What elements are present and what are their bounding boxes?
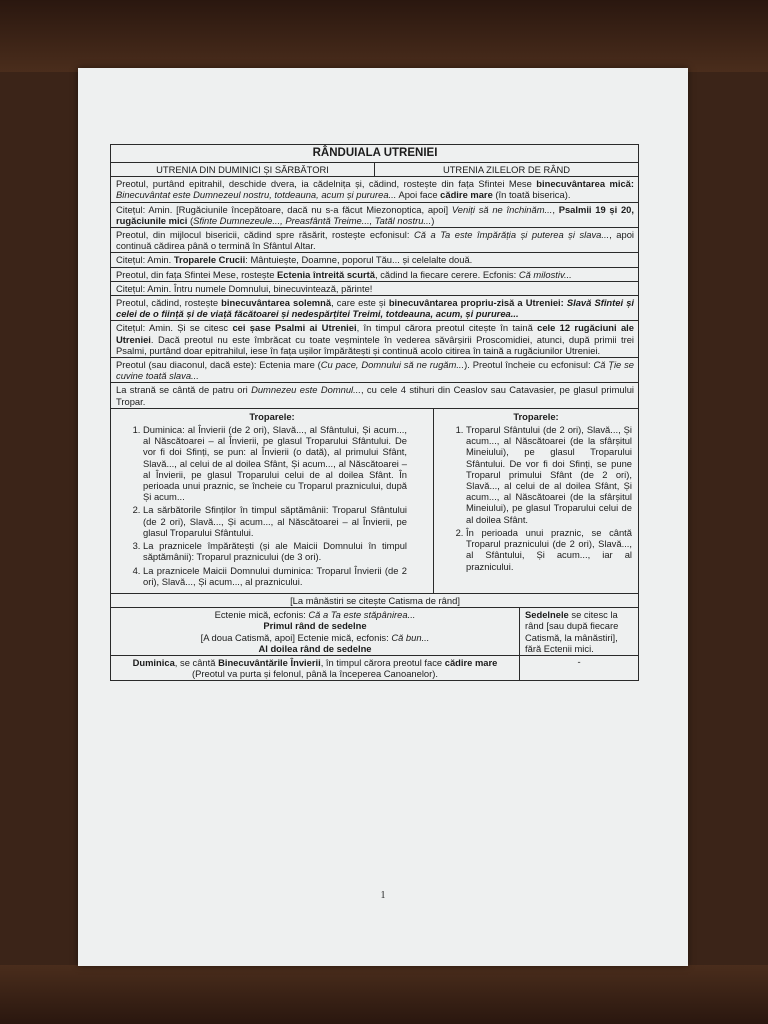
text: , se cântă xyxy=(174,656,219,668)
sedelne-sundays xyxy=(111,608,520,655)
text: Ectenie mică, ecfonis: xyxy=(214,609,309,621)
column-headers xyxy=(111,163,638,177)
text: Citețul: Amin. Întru numele Domnului, binecuvintează, părinte! xyxy=(116,282,373,294)
row-small-blessing xyxy=(111,177,638,202)
resurrection-blessings-section xyxy=(111,656,638,680)
row-six-psalms xyxy=(111,321,638,358)
text: , xyxy=(552,203,559,215)
text: . Dacă preotul nu este îmbrăcat cu toate veșmintele în vederea săvârșirii Proscomidiei, atunci, după primii trei Psalmi, purtând doar epitrahilul, iese în fața ușilor împărătești și continuă acolo citirea în taină a rugăciunilor Utreniei. xyxy=(116,333,634,356)
list-item: 1. Duminica: al Învierii (de 2 ori), Slavă..., al Sfântului, Și acum..., al Născătoarei – al Învierii, pe glasul Troparului Sfântului. De vor fi doi Sfinți, se pun: al Învierii (o dată), al primului Sfânt, Slavă..., al celui de al doilea Sfânt, Și acum..., al Născătoarei – al Învierii, pe glasul Troparului celui de al doilea Sfânt. În perioada unui praznic, se încheie cu Troparul praznicului, după Și acum... xyxy=(143,424,427,502)
row-god-is-lord xyxy=(111,383,638,408)
bold-text: Duminica xyxy=(132,656,175,668)
row-bless-father xyxy=(111,282,638,296)
bold-text: Binecuvântările Învierii xyxy=(218,656,321,668)
row-ecphonesis xyxy=(111,228,638,253)
bold-text: cădire mare xyxy=(444,656,498,668)
sedelne-line xyxy=(115,609,515,620)
text: , în timpul cărora preotul citește în taină xyxy=(356,322,538,334)
text: Apoi face xyxy=(396,189,441,201)
paper-sheet xyxy=(78,68,688,966)
bold-text: cădire mare xyxy=(440,189,493,201)
troparia-heading: Troparele: xyxy=(249,410,295,422)
text: ( xyxy=(187,214,194,226)
bold-text: binecuvântarea mică: xyxy=(536,178,634,190)
italic-text: Că a Ta este stăpânirea... xyxy=(308,609,416,621)
text: , cădind la fiecare cerere. Ecfonis: xyxy=(374,268,519,280)
list-item: 3. La praznicele împărătești (și ale Maicii Domnului în timpul săptămânii): Troparul praznicului (de 3 ori). xyxy=(143,540,427,562)
text: (în toată biserica). xyxy=(492,189,571,201)
italic-text: Sfinte Dumnezeule..., Preasfântă Treime..., Tatăl nostru... xyxy=(193,214,432,226)
bold-text: Al doilea rând de sedelne xyxy=(258,642,372,654)
sedelne-weekdays xyxy=(520,608,638,655)
troparia-list xyxy=(440,424,632,572)
bold-italic-text: Slavă Sfintei și celei de o ființă și de viață făcătoarei și nedespărțitei Treimi, totdeauna, acum, și pururea... xyxy=(116,297,635,320)
text: , în timpul cărora preotul face xyxy=(320,656,445,668)
column-header-weekdays: UTRENIA ZILELOR DE RÂND xyxy=(442,164,571,175)
troparia-heading: Troparele: xyxy=(513,410,559,422)
text: Citețul: Amin. xyxy=(116,254,174,266)
bold-text: Primul rând de sedelne xyxy=(263,620,367,632)
text: ) xyxy=(431,214,435,226)
text: Citețul: Amin. Și se citesc xyxy=(116,322,233,334)
text: Preotul, din fața Sfintei Mese, rostește xyxy=(116,268,278,280)
text: [A doua Catismă, apoi] Ectenie mică, ecfonis: xyxy=(200,631,392,643)
text: Citețul: Amin. [Rugăciunile începătoare, dacă nu s-a făcut Miezonoptica, apoi] xyxy=(116,203,452,215)
row-catisma: [La mânăstiri se citește Catisma de rând] xyxy=(111,594,638,608)
text: Preotul, purtând epitrahil, deschide dvera, ia cădelnița și, cădind, rostește din fața Sfintei Mese xyxy=(116,178,537,190)
row-cross-troparia xyxy=(111,253,638,267)
bold-text: cele 12 rugăciuni ale Utreniei xyxy=(116,322,634,345)
troparia-sundays xyxy=(111,409,434,593)
troparia-weekdays xyxy=(434,409,638,593)
bold-text: Ectenia întreită scurtă xyxy=(277,268,375,280)
table-surface-bottom xyxy=(0,965,768,1024)
resurrection-blessings-weekdays: - xyxy=(577,655,581,667)
text: ). Preotul încheie cu ecfonisul: xyxy=(464,359,594,371)
text: La strană se cântă de patru ori xyxy=(116,384,252,396)
column-header-sundays: UTRENIA DIN DUMINICI ȘI SĂRBĂTORI xyxy=(111,163,375,176)
text: se citesc la rând [sau după fiecare Catismă, la mânăstiri], fără Ectenii mici. xyxy=(525,609,619,654)
row-solemn-blessing xyxy=(111,296,638,321)
sedelne-section xyxy=(111,608,638,656)
sedelne-line xyxy=(115,620,515,631)
bold-text: Psalmii 19 și 20, rugăciunile mici xyxy=(116,203,634,226)
text: , care este și xyxy=(331,297,389,309)
list-item: 2. În perioada unui praznic, se cântă Troparul praznicului (de 2 ori), Slavă..., al Sfântului, Și acum..., iar al praznicului. xyxy=(466,527,632,572)
bold-text: binecuvântarea propriu-zisă a Utreniei: xyxy=(388,297,564,309)
bold-text: Sedelnele xyxy=(525,609,569,621)
italic-text: Că Ție se cuvine toată slava... xyxy=(116,359,634,382)
sedelne-line xyxy=(115,632,515,643)
sedelne-line xyxy=(115,643,515,654)
list-item: 4. La praznicele Maicii Domnului duminica: Troparul Învierii (de 2 ori), Slavă..., Și acum..., al praznicului. xyxy=(143,565,427,587)
list-item: 2. La sărbătorile Sfinților în timpul săptămânii: Troparul Sfântului (de 2 ori), Slavă..., Și acum..., al Născătoarei – al Învierii, pe glasul Troparului Sfântului. xyxy=(143,504,427,538)
row-reader-psalms xyxy=(111,203,638,228)
italic-text: Dumnezeu este Domnul... xyxy=(251,384,361,396)
italic-text: Că milostiv... xyxy=(518,268,572,280)
italic-text: Că a Ta este împărăția și puterea și slava... xyxy=(413,229,610,241)
text: , cu cele 4 stihuri din Ceaslov sau Catavasier, pe glasul primului Tropar. xyxy=(116,384,634,407)
page-number: 1 xyxy=(380,890,386,901)
text: : Mântuiește, Doamne, poporul Tău... și celelalte două. xyxy=(245,254,473,266)
bold-text: Troparele Crucii xyxy=(173,254,246,266)
text: Preotul, cădind, rostește xyxy=(116,297,222,309)
text: Preotul, din mijlocul bisericii, cădind spre răsărit, rostește ecfonisul: xyxy=(116,229,414,241)
text: Preotul (sau diaconul, dacă este): Ectenia mare ( xyxy=(116,359,321,371)
utrenia-table xyxy=(110,144,639,681)
row-great-litany xyxy=(111,358,638,383)
document-title: RÂNDUIALA UTRENIEI xyxy=(111,145,638,163)
italic-text: Cu pace, Domnului să ne rugăm... xyxy=(320,359,465,371)
text: , apoi continuă cădirea până o termină în Sfântul Altar. xyxy=(116,229,635,252)
troparia-list xyxy=(117,424,427,587)
text: (Preotul va purta și felonul, până la începerea Canoanelor). xyxy=(192,668,438,680)
table-surface-top xyxy=(0,0,768,72)
italic-text: Că bun... xyxy=(391,631,430,643)
resurrection-blessings-sundays xyxy=(111,656,520,680)
bold-text: binecuvântarea solemnă xyxy=(221,297,332,309)
list-item: 1. Troparul Sfântului (de 2 ori), Slavă..., Și acum..., al Născătoarei (de la sfârșitul Mineiului), pe glasul Troparului Sfântului. De vor fi doi Sfinți, se pune Troparul primului Sfânt (de 2 ori), Slavă..., al celui de al doilea Sfânt, Și acum..., al Născătoarei (de la sfârșitul Mineiului), pe glasul Troparului celui de al doilea Sfânt. xyxy=(466,424,632,525)
row-triple-litany xyxy=(111,268,638,282)
italic-text: Binecuvântat este Dumnezeul nostru, totdeauna, acum și pururea... xyxy=(116,189,397,201)
bold-text: cei șase Psalmi ai Utreniei xyxy=(232,322,357,334)
italic-text: Veniți să ne închinăm... xyxy=(451,203,553,215)
troparia-section xyxy=(111,409,638,594)
